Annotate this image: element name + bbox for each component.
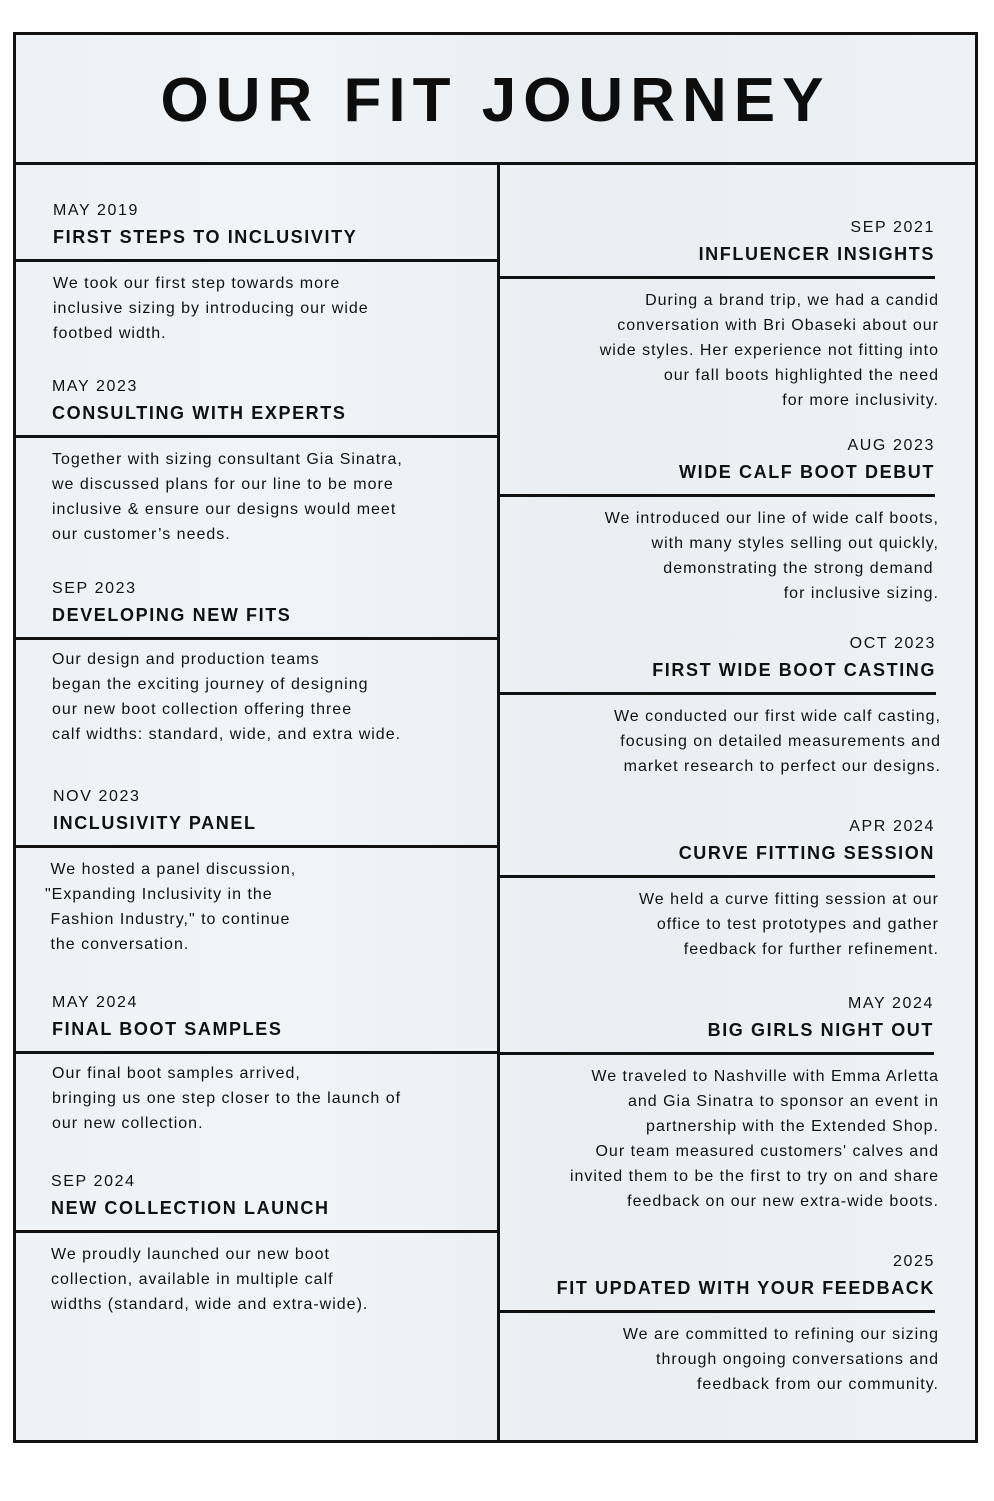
entry-heading: FIT UPDATED WITH YOUR FEEDBACK	[556, 1278, 935, 1298]
entry-body: We proudly launched our new boot collection, available in multiple calf widths (standard, wide and extra-wide).	[51, 1246, 369, 1313]
entry-date: MAY 2023	[52, 378, 139, 395]
entry-date: OCT 2023	[849, 635, 936, 652]
entry-rule	[16, 845, 497, 848]
entry-body: We conducted our first wide calf casting, focusing on detailed measurements and market research to perfect our designs.	[613, 708, 941, 775]
timeline-entry-sep-2021	[500, 218, 939, 413]
entry-body: We introduced our line of wide calf boots, with many styles selling out quickly, demonstrating the strong demand for inclusive sizing.	[604, 510, 939, 602]
timeline-entry-may-2024	[52, 993, 497, 1136]
entry-rule	[500, 1052, 934, 1055]
timeline-entry-2025	[500, 1252, 939, 1397]
entry-body: Our final boot samples arrived, bringing us one step closer to the launch of our new collection.	[52, 1065, 402, 1132]
entry-body: We held a curve fitting session at our office to test prototypes and gather feedback for further refinement.	[638, 891, 939, 958]
entry-body: During a brand trip, we had a candid conversation with Bri Obaseki about our wide styles. Her experience not fitting into our fall boots highlighted the need for more inclusivity.	[599, 292, 939, 409]
entry-rule	[500, 276, 935, 279]
entry-date: MAY 2024	[52, 994, 139, 1011]
entry-heading: DEVELOPING NEW FITS	[52, 605, 292, 625]
timeline-entry-may-2019	[53, 201, 497, 346]
entry-heading: FINAL BOOT SAMPLES	[52, 1019, 283, 1039]
entry-date: NOV 2023	[53, 788, 141, 805]
entry-heading: BIG GIRLS NIGHT OUT	[707, 1020, 934, 1040]
entry-date: 2025	[893, 1253, 935, 1270]
title-bar	[16, 35, 975, 165]
entry-rule	[16, 637, 497, 640]
entry-body: We took our first step towards more inclusive sizing by introducing our wide footbed width.	[53, 275, 369, 342]
entry-rule	[500, 875, 935, 878]
entry-rule	[16, 259, 497, 262]
entry-rule	[16, 1051, 497, 1054]
entry-heading: FIRST STEPS TO INCLUSIVITY	[53, 227, 358, 247]
entry-rule	[16, 1230, 497, 1233]
entry-rule	[16, 435, 497, 438]
entry-rule	[500, 1310, 935, 1313]
timeline-entry-aug-2023	[500, 436, 939, 606]
entry-body: We traveled to Nashville with Emma Arletta and Gia Sinatra to sponsor an event in partnership with the Extended Shop. Our team measured customers' calves and invited them to be the first to try on and share feedback on our new extra-wide boots.	[569, 1068, 939, 1210]
entry-date: SEP 2023	[52, 580, 137, 597]
entry-date: MAY 2019	[53, 202, 140, 219]
timeline-entry-apr-2024	[500, 817, 939, 962]
entry-heading: INCLUSIVITY PANEL	[53, 813, 257, 833]
entry-rule	[500, 494, 935, 497]
entry-date: MAY 2024	[847, 995, 934, 1012]
timeline-entry-sep-2024	[51, 1172, 497, 1317]
entry-body: Together with sizing consultant Gia Sinatra, we discussed plans for our line to be more inclusive & ensure our designs would meet our customer’s needs.	[52, 451, 403, 543]
entry-date: AUG 2023	[847, 437, 935, 454]
entry-body: We are committed to refining our sizing through ongoing conversations and feedback from our community.	[622, 1326, 939, 1393]
timeline-entry-may-2023	[52, 377, 497, 547]
entry-heading: CONSULTING WITH EXPERTS	[52, 403, 347, 423]
entry-rule	[500, 692, 936, 695]
entry-body: Our design and production teams began the exciting journey of designing our new boot collection offering three calf widths: standard, wide, and extra wide.	[52, 651, 402, 743]
timeline-entry-nov-2023	[45, 787, 497, 957]
entry-date: SEP 2024	[51, 1173, 136, 1190]
entry-date: SEP 2021	[850, 219, 935, 236]
timeline-frame	[13, 32, 978, 1443]
entry-heading: INFLUENCER INSIGHTS	[698, 244, 935, 264]
entry-date: APR 2024	[849, 818, 935, 835]
timeline-entry-oct-2023	[500, 634, 941, 779]
entry-heading: WIDE CALF BOOT DEBUT	[679, 462, 935, 482]
entry-heading: CURVE FITTING SESSION	[678, 843, 935, 863]
entry-heading: NEW COLLECTION LAUNCH	[51, 1198, 330, 1218]
timeline-entry-sep-2023	[52, 579, 497, 747]
page-title: OUR FIT JOURNEY	[160, 66, 831, 135]
timeline-entry-may-2024-night-out	[500, 994, 939, 1214]
entry-body: We hosted a panel discussion, "Expanding Inclusivity in the Fashion Industry," to continue the conversation.	[45, 861, 297, 953]
entry-heading: FIRST WIDE BOOT CASTING	[652, 660, 936, 680]
